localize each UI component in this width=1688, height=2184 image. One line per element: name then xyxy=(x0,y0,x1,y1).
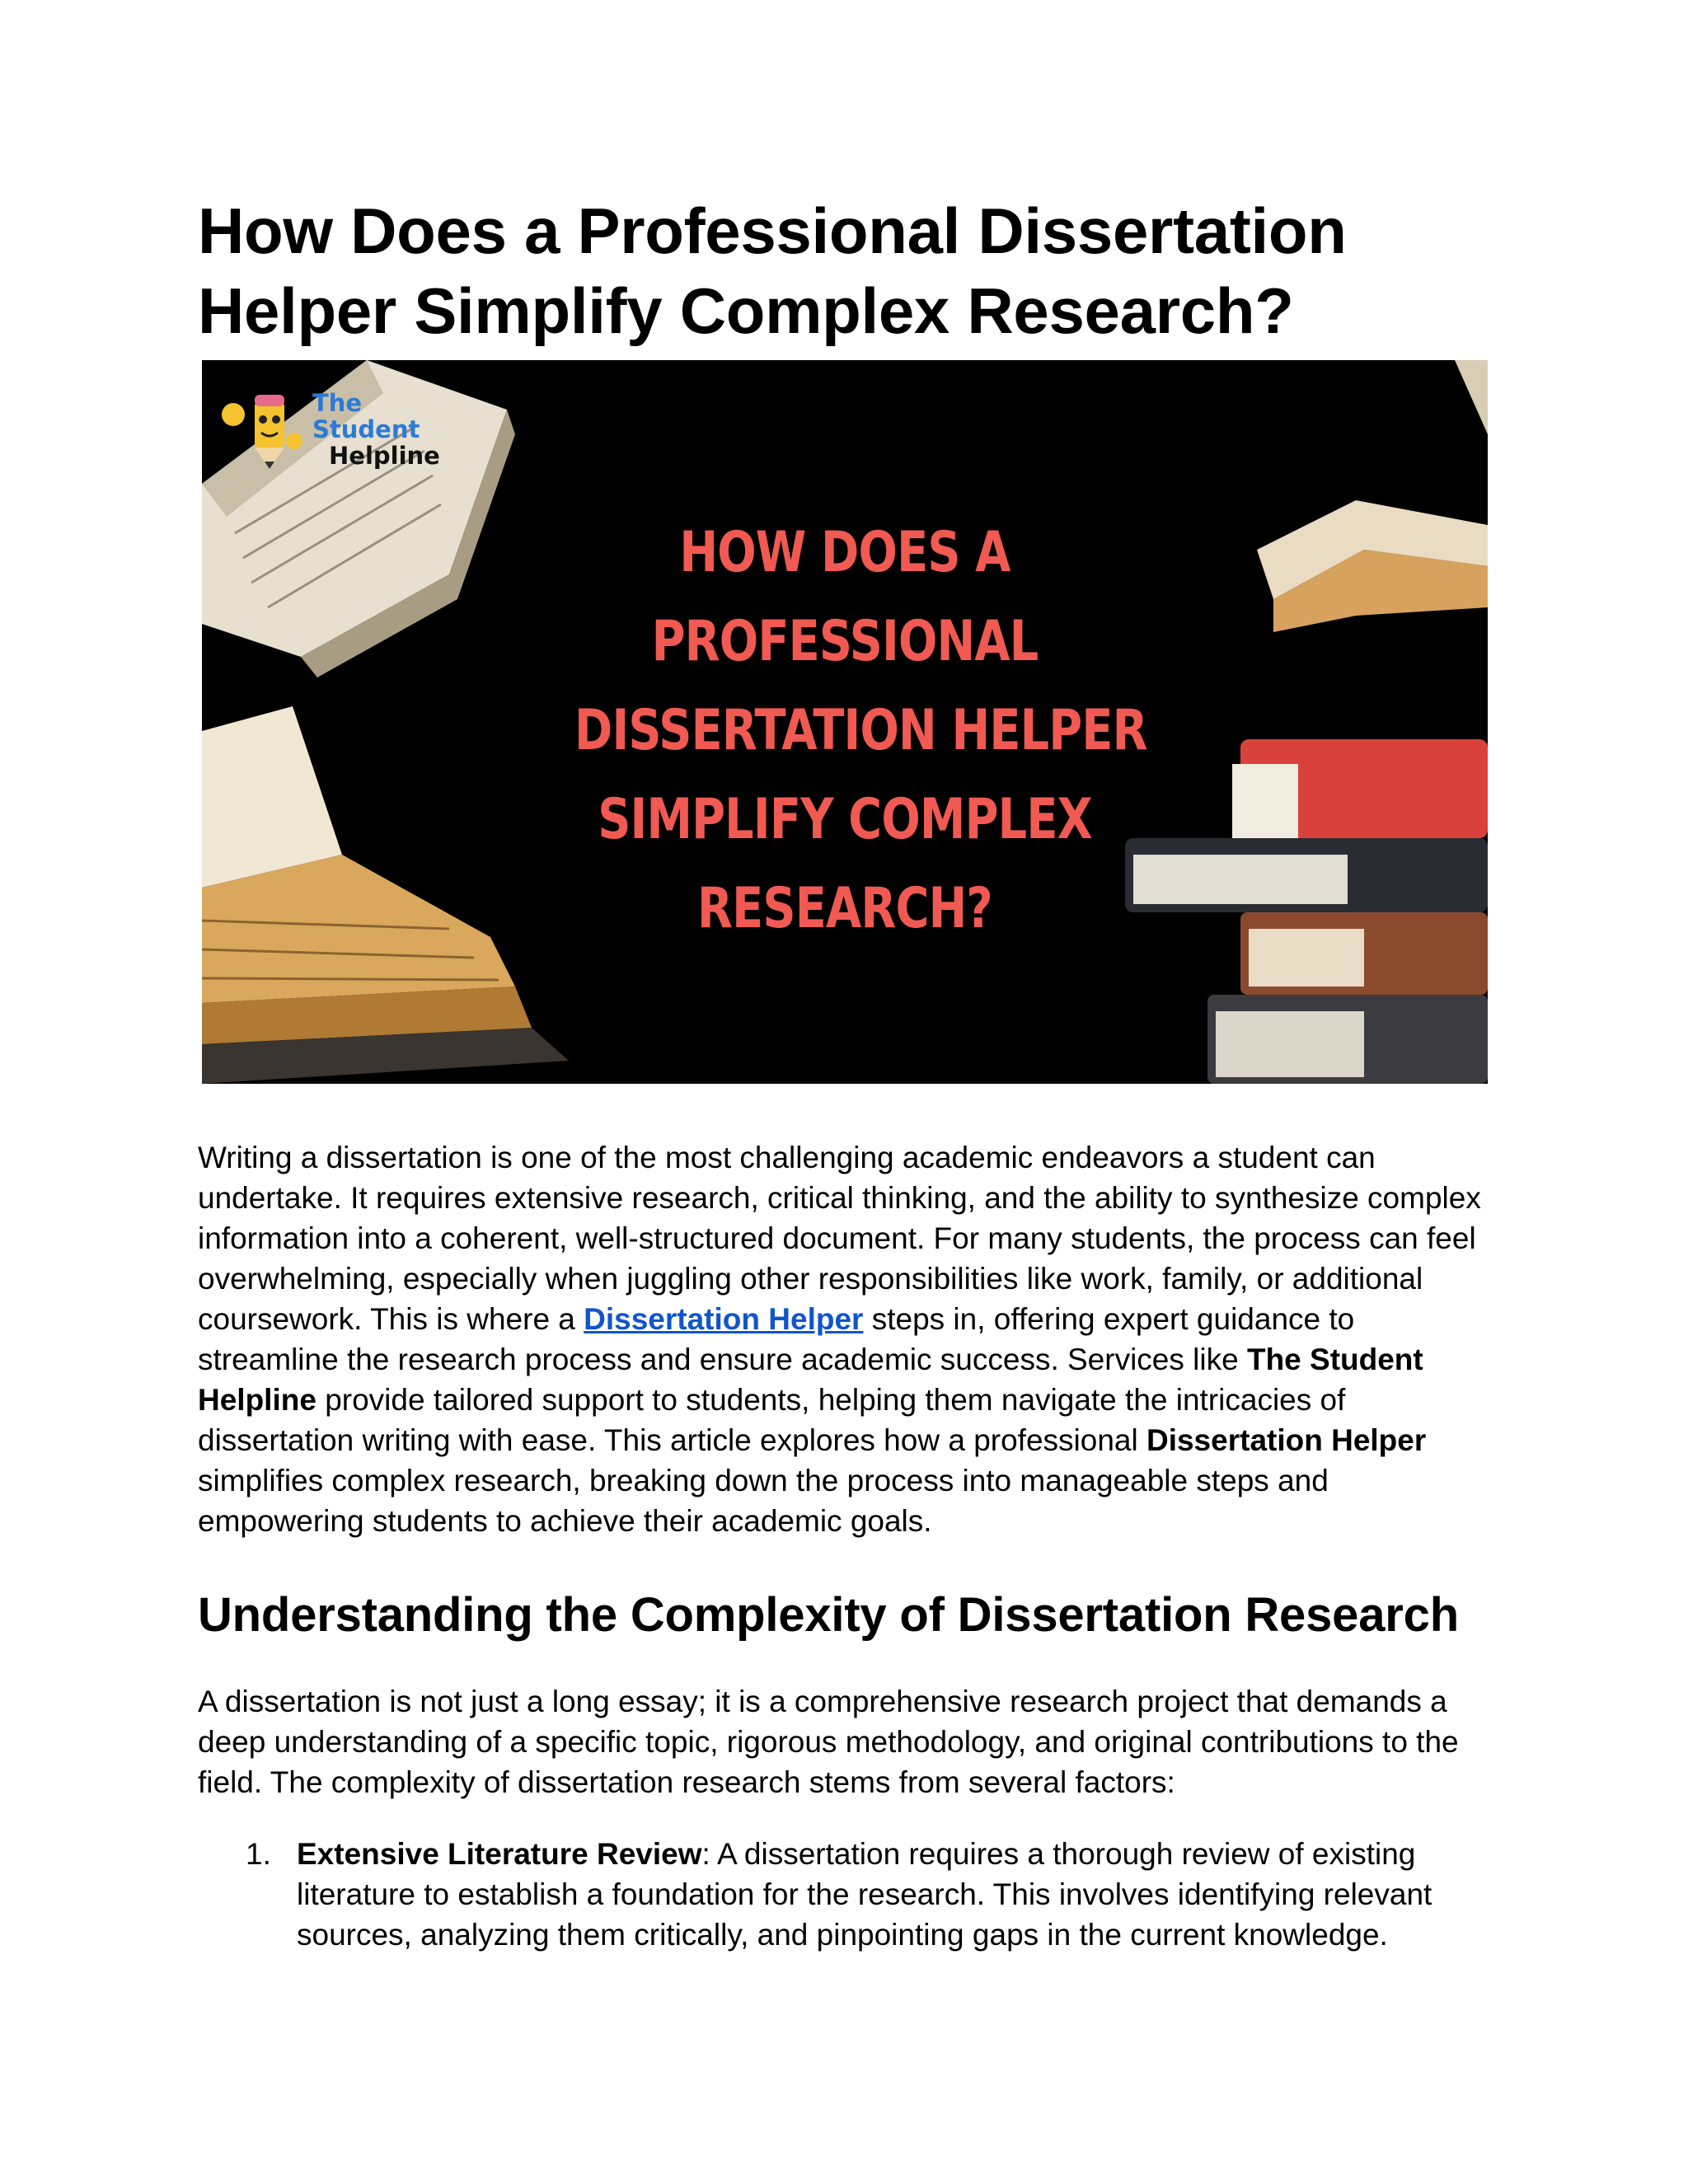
keyword-bold: Dissertation Helper xyxy=(1146,1423,1427,1457)
pencil-mascot-icon xyxy=(215,383,306,474)
book-stack-right xyxy=(1125,739,1488,1084)
list-number: 1. xyxy=(246,1837,271,1871)
intro-paragraph xyxy=(198,1137,1500,1541)
the-student-helpline-logo xyxy=(215,383,438,474)
page-title: How Does a Professional Dissertation Helper Simplify Complex Research? xyxy=(198,194,1347,347)
banner-headline-line: DISSERTATION HELPER xyxy=(574,698,1147,763)
open-book-bottom-left xyxy=(202,706,569,1084)
intro-text: Writing a dissertation is one of the most challenging academic endeavors a student can undertake. It requires extensive research, critical thinking, and the ability to synthesize complex information into a coherent, well-structured document. For many students, the process can feel overwhelming, especially when juggling other responsibilities like work, family, or additional coursework. This is where a xyxy=(198,1141,1481,1336)
factors-list xyxy=(198,1834,1500,1955)
brand-name-bold: The Student Helpline xyxy=(198,1343,1423,1417)
corner-page xyxy=(1455,360,1488,434)
banner-headline-line: HOW DOES A xyxy=(679,520,1010,585)
logo-line-1: The Student xyxy=(312,389,420,443)
banner-headline xyxy=(574,509,1147,954)
section-paragraph: A dissertation is not just a long essay; it is a comprehensive research project that demands a deep understanding of a specific topic, rigorous methodology, and original contributions to the field. The complexity of dissertation research stems from several factors: xyxy=(198,1685,1459,1799)
logo-line-2: Helpline xyxy=(329,442,440,470)
flying-book-right xyxy=(1257,500,1488,632)
intro-text: simplifies complex research, breaking down the process into manageable steps and empowering students to achieve their academic goals. xyxy=(198,1464,1329,1538)
section-heading: Understanding the Complexity of Dissertation Research xyxy=(198,1588,1459,1642)
banner-headline-line: PROFESSIONAL xyxy=(651,609,1039,674)
article-banner-image xyxy=(202,360,1488,1084)
list-item-term: Extensive Literature Review xyxy=(297,1837,702,1871)
list-item xyxy=(198,1834,1500,1955)
intro-text: steps in, offering expert guidance to streamline the research process and ensure academic success. Services like xyxy=(198,1302,1355,1376)
intro-text: provide tailored support to students, helping them navigate the intricacies of dissertation writing with ease. This article explores how a professional xyxy=(198,1383,1346,1457)
list-item-text: : A dissertation requires a thorough review of existing literature to establish a foundation for the research. This involves identifying relevant sources, analyzing them critically, and pinpointing gaps in the current knowledge. xyxy=(297,1837,1432,1952)
banner-headline-line: SIMPLIFY COMPLEX xyxy=(598,787,1092,852)
dissertation-helper-link[interactable]: Dissertation Helper xyxy=(584,1302,864,1336)
banner-headline-line: RESEARCH? xyxy=(697,876,992,941)
